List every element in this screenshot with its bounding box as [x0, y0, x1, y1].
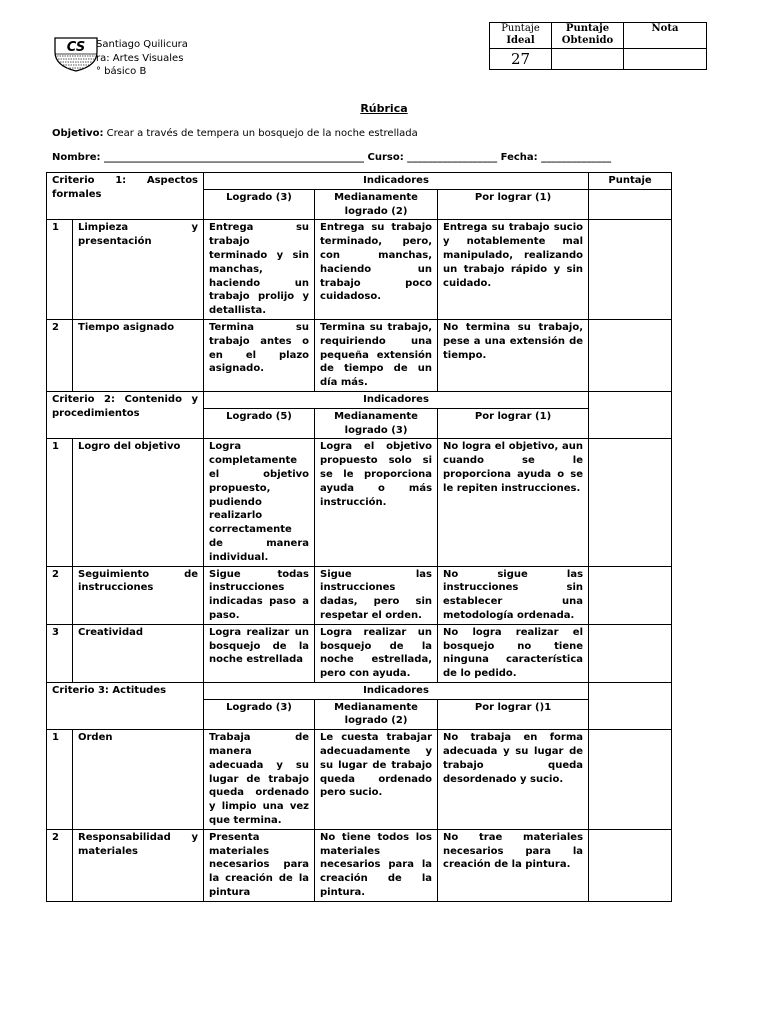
table-row	[47, 829, 672, 901]
objetivo-label: Objetivo:	[52, 128, 104, 139]
puntaje-cell[interactable]	[589, 624, 672, 682]
level-por-lograr: Por lograr (1)	[438, 189, 589, 220]
nota-label: Nota	[651, 23, 679, 34]
descriptor-logrado: Trabaja de manera adecuada y su lugar de trabajo queda ordenado y limpio una vez que termina.	[204, 730, 315, 830]
page-title	[0, 102, 768, 115]
puntaje-cell[interactable]	[589, 566, 672, 624]
row-number: 1	[47, 439, 73, 566]
puntaje-ideal-value: 27	[490, 49, 552, 70]
descriptor-logrado: Presenta materiales necesarios para la creación de la pintura	[204, 829, 315, 901]
descriptor-medianamente: Le cuesta trabajar adecuadamente y su lugar de trabajo queda ordenado pero sucio.	[315, 730, 438, 830]
criterion-2-title: Criterio 2: Contenido y procedimientos	[47, 391, 204, 438]
nota-value[interactable]	[624, 49, 707, 70]
descriptor-por-lograr: No termina su trabajo, pese a una extensión de tiempo.	[438, 319, 589, 391]
descriptor-logrado: Entrega su trabajo terminado y sin manchas, haciendo un trabajo prolijo y detallista.	[204, 220, 315, 320]
descriptor-medianamente: No tiene todos los materiales necesarios para la creación de la pintura.	[315, 829, 438, 901]
title-text: Rúbrica	[360, 102, 408, 115]
puntaje-ideal-header	[490, 23, 552, 49]
descriptor-por-lograr: No logra el objetivo, aun cuando se le proporciona ayuda o se le repiten instrucciones.	[438, 439, 589, 566]
school-info	[96, 38, 188, 79]
puntaje-cell[interactable]	[589, 439, 672, 566]
puntaje-ideal-label: Puntaje	[501, 23, 540, 34]
row-number: 2	[47, 566, 73, 624]
puntaje-obtenido-value[interactable]	[552, 49, 624, 70]
level-logrado: Logrado (3)	[204, 189, 315, 220]
table-row	[47, 439, 672, 566]
row-number: 2	[47, 319, 73, 391]
level-por-lograr: Por lograr ()1	[438, 699, 589, 730]
criterion-3-header-row	[47, 682, 672, 699]
row-aspect: Tiempo asignado	[73, 319, 204, 391]
level-medianamente: Medianamente logrado (3)	[315, 408, 438, 439]
school-name: Santiago Quilicura	[96, 39, 188, 50]
descriptor-medianamente: Entrega su trabajo terminado, pero, con manchas, haciendo un trabajo poco cuidadoso.	[315, 220, 438, 320]
table-row	[47, 319, 672, 391]
puntaje-obtenido-label: Puntaje	[565, 23, 610, 34]
ideal-label: Ideal	[506, 35, 535, 46]
criterion-3-title: Criterio 3: Actitudes	[47, 682, 204, 729]
criterion-1-title: Criterio 1: Aspectos formales	[47, 173, 204, 220]
descriptor-por-lograr: No logra realizar el bosquejo no tiene ninguna característica de lo pedido.	[438, 624, 589, 682]
objetivo-line	[52, 128, 418, 139]
row-number: 1	[47, 220, 73, 320]
descriptor-medianamente: Sigue las instrucciones dadas, pero sin respetar el orden.	[315, 566, 438, 624]
objetivo-text: Crear a través de tempera un bosquejo de la noche estrellada	[103, 128, 418, 139]
row-aspect: Limpieza y presentación	[73, 220, 204, 320]
obtenido-label: Obtenido	[561, 35, 614, 46]
descriptor-medianamente: Logra el objetivo propuesto solo si se le proporciona ayuda o más instrucción.	[315, 439, 438, 566]
row-aspect: Orden	[73, 730, 204, 830]
descriptor-medianamente: Logra realizar un bosquejo de la noche estrellada, pero con ayuda.	[315, 624, 438, 682]
indicadores-header: Indicadores	[204, 391, 589, 408]
puntaje-obtenido-header	[552, 23, 624, 49]
row-aspect: Creatividad	[73, 624, 204, 682]
descriptor-logrado: Termina su trabajo antes o en el plazo asignado.	[204, 319, 315, 391]
descriptor-logrado: Logra completamente el objetivo propuesto, pudiendo realizarlo correctamente de manera individual.	[204, 439, 315, 566]
rubric-table	[46, 172, 672, 902]
indicadores-header: Indicadores	[204, 173, 589, 190]
student-fields-line[interactable]: Nombre: ____________________________________________________ Curso: __________________ Fecha: ______________	[52, 152, 612, 163]
criterion-2-header-row	[47, 391, 672, 408]
score-box	[489, 22, 707, 70]
criterion-1-header-row	[47, 173, 672, 190]
puntaje-cell	[589, 682, 672, 729]
indicadores-header: Indicadores	[204, 682, 589, 699]
level-medianamente: Medianamente logrado (2)	[315, 189, 438, 220]
puntaje-header: Puntaje	[589, 173, 672, 190]
school-logo	[53, 36, 99, 72]
level-logrado: Logrado (3)	[204, 699, 315, 730]
table-row	[47, 624, 672, 682]
table-row	[47, 220, 672, 320]
table-row	[47, 730, 672, 830]
descriptor-logrado: Logra realizar un bosquejo de la noche estrellada	[204, 624, 315, 682]
row-aspect: Logro del objetivo	[73, 439, 204, 566]
descriptor-por-lograr: Entrega su trabajo sucio y notablemente mal manipulado, realizando un trabajo rápido y sin cuidado.	[438, 220, 589, 320]
row-aspect: Seguimiento de instrucciones	[73, 566, 204, 624]
descriptor-logrado: Sigue todas instrucciones indicadas paso a paso.	[204, 566, 315, 624]
descriptor-por-lograr: No trae materiales necesarios para la creación de la pintura.	[438, 829, 589, 901]
row-number: 3	[47, 624, 73, 682]
row-number: 2	[47, 829, 73, 901]
grade-name: ° básico B	[96, 66, 147, 77]
level-logrado: Logrado (5)	[204, 408, 315, 439]
puntaje-cell[interactable]	[589, 829, 672, 901]
puntaje-cell[interactable]	[589, 220, 672, 320]
level-medianamente: Medianamente logrado (2)	[315, 699, 438, 730]
logo-text: CS	[66, 40, 86, 55]
puntaje-cell	[589, 189, 672, 220]
puntaje-cell	[589, 391, 672, 438]
nota-header	[624, 23, 707, 49]
puntaje-cell[interactable]	[589, 319, 672, 391]
row-number: 1	[47, 730, 73, 830]
descriptor-por-lograr: No sigue las instrucciones sin establecer una metodología ordenada.	[438, 566, 589, 624]
level-por-lograr: Por lograr (1)	[438, 408, 589, 439]
subject-name: ra: Artes Visuales	[96, 52, 184, 64]
table-row	[47, 566, 672, 624]
descriptor-por-lograr: No trabaja en forma adecuada y su lugar de trabajo queda desordenado y sucio.	[438, 730, 589, 830]
descriptor-medianamente: Termina su trabajo, requiriendo una pequeña extensión de tiempo de un día más.	[315, 319, 438, 391]
row-aspect: Responsabilidad y materiales	[73, 829, 204, 901]
puntaje-cell[interactable]	[589, 730, 672, 830]
